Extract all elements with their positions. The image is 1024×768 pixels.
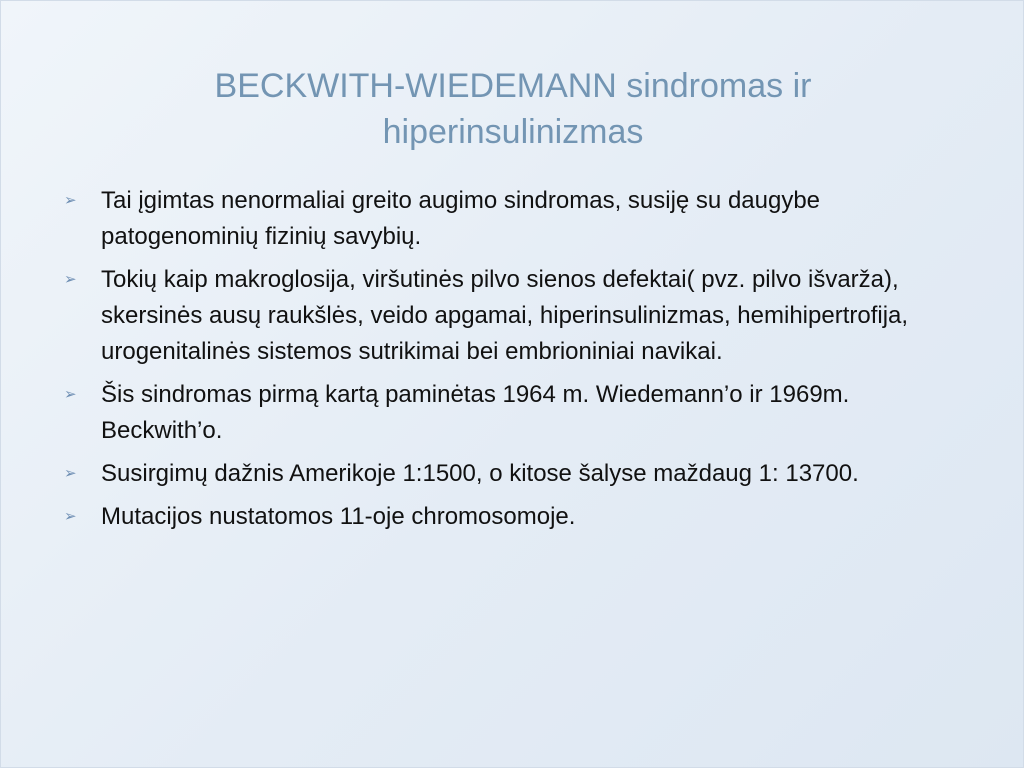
arrowhead-bullet-icon: ➢ (64, 465, 77, 482)
arrowhead-bullet-icon: ➢ (64, 386, 77, 403)
slide-title (113, 63, 913, 155)
slide-title-line-2: hiperinsulinizmas (382, 113, 644, 151)
slide-title-line-1: BECKWITH-WIEDEMANN sindromas ir (214, 67, 812, 105)
bullet-item-4 (61, 456, 961, 492)
bullet-text-1: Tai įgimtas nenormaliai greito augimo sindromas, susiję su daugybe patogenominių fizinių savybių. (101, 187, 821, 250)
bullet-item-5 (61, 499, 961, 535)
bullet-item-3 (61, 377, 961, 449)
arrowhead-bullet-icon: ➢ (64, 192, 77, 209)
bullet-item-1 (61, 183, 961, 255)
arrowhead-bullet-icon: ➢ (64, 508, 77, 525)
bullet-text-3: Šis sindromas pirmą kartą paminėtas 1964 m. Wiedemann’o ir 1969m. Beckwith’o. (101, 381, 850, 444)
bullet-text-4: Susirgimų dažnis Amerikoje 1:1500, o kitose šalyse maždaug 1: 13700. (101, 460, 859, 487)
bullet-item-2 (61, 262, 961, 370)
bullet-text-5: Mutacijos nustatomos 11-oje chromosomoje. (101, 503, 576, 530)
arrowhead-bullet-icon: ➢ (64, 271, 77, 288)
bullet-text-2: Tokių kaip makroglosija, viršutinės pilvo sienos defektai( pvz. pilvo išvarža), skersinės ausų raukšlės, veido apgamai, hiperinsulinizmas, hemihipertrofija, urogenitalinės sistemos sutrikimai bei embrioniniai navikai. (101, 266, 909, 365)
bullet-list (61, 183, 961, 542)
